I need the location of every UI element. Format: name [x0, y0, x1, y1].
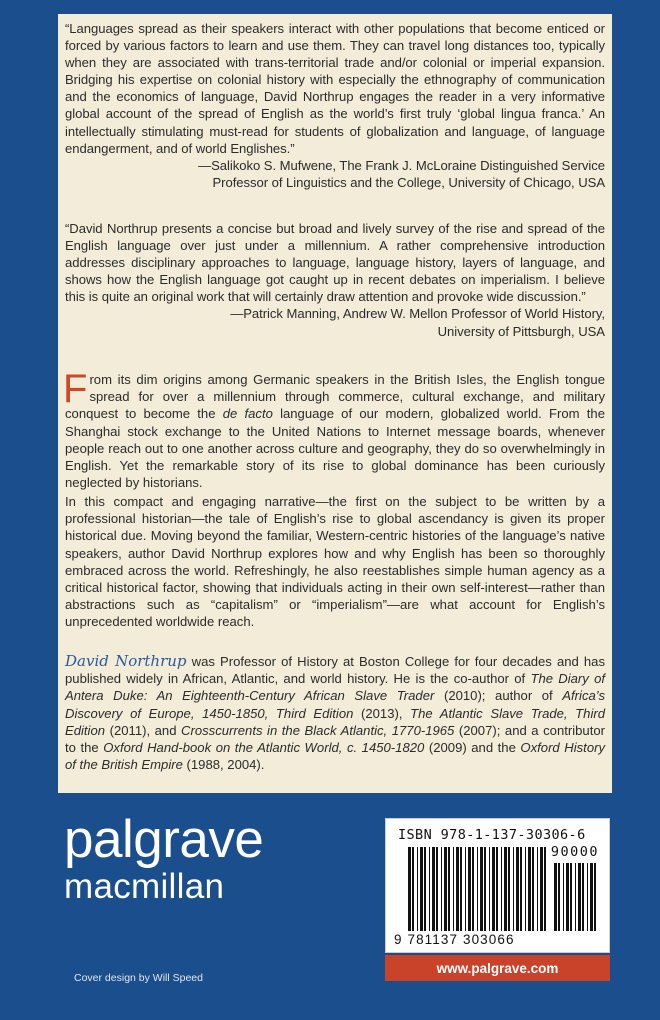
isbn-barcode — [385, 818, 610, 953]
review-quote-text: “Languages spread as their speakers interact with other populations that become enticed or forced by various factors to learn and use them. They can travel long distances too, typically when they are associated with trans-territorial trade and/or colonial or imperial expansion. Bridging his expertise on colonial history with especially the ethnography of communication and the economics of language, David Northrup engages the reader in a very informative global account of the spread of English as the world’s first truly ‘global lingua franca.’ An intellectually stimulating must-read for students of globalization and language, of language endangerment, and of world Englishes.” — [65, 21, 605, 156]
logo-macmillan: macmillan — [64, 867, 225, 906]
review-attribution: —Salikoko S. Mufwene, The Frank J. McLoraine Distinguished Service — [198, 157, 605, 173]
isbn-text: ISBN 978-1-137-30306-6 — [398, 827, 586, 843]
review-quote-text: “David Northrup presents a concise but broad and lively survey of the rise and spread of the English language over just under a millennium. A rather comprehensive introduction addresses disciplinary approaches to language, language history, layers of language, and shows how the English language got caught up in recent debates on imperialism. I believe this is quite an original work that will certainly draw attention and provoke wide discussion.” — [65, 221, 605, 305]
publisher-logo — [64, 812, 263, 907]
review-attribution: —Patrick Manning, Andrew W. Mellon Professor of World History, — [230, 306, 605, 322]
review-quote-1 — [65, 20, 605, 191]
review-quote-2 — [65, 220, 605, 340]
price-code: 90000 — [550, 844, 599, 860]
publisher-url: www.palgrave.com — [385, 955, 610, 981]
author-signature: David Northrup — [65, 652, 187, 670]
barcode-number: 9 781137 303066 — [394, 932, 515, 947]
book-description-1: From its dim origins among Germanic speakers in the British Isles, the English tongue spread for over a millennium through commerce, cultural exchange, and military conquest to become the de facto language of our modern, globalized world. From the Shanghai stock exchange to the United Nations to Internet message boards, whenever people reach out to one another across culture and geography, they do so overwhelmingly in English. Yet the remarkable story of its rise to global dominance has been curiously neglected by historians. — [63, 367, 605, 491]
review-attribution: University of Pittsburgh, USA — [437, 323, 605, 339]
cover-design-credit: Cover design by Will Speed — [74, 972, 203, 984]
back-cover-text-panel — [58, 14, 612, 793]
logo-palgrave: palgrave — [64, 810, 264, 869]
book-description-2: In this compact and engaging narrative—the first on the subject to be written by a professional historian—the tale of English’s rise to global ascendancy is given its proper historical due. Moving beyond the familiar, Western-centric histories of the language’s native speakers, author David Northrup explores how and why English has been so thoroughly embraced across the world. Refreshingly, he also reestablishes simple human agency as a critical historical factor, showing that individuals acting in their own self-interest—rather than abstractions such as “capitalism” or “imperialism”—are what account for English’s unprecedented worldwide reach. — [65, 494, 605, 630]
drop-cap: F — [63, 367, 88, 411]
author-bio: David Northrup was Professor of History at Boston College for four decades and has published widely in African, Atlantic, and world history. He is the co-author of The Diary of Antera Duke: An Eighteenth-Century African Slave Trader (2010); author of Africa’s Discovery of Europe, 1450-1850, Third Edition (2013), The Atlantic Slave Trade, Third Edition (2011), and Crosscurrents in the Black Atlantic, 1770-1965 (2007); and a contributor to the Oxford Hand-book on the Atlantic World, c. 1450-1820 (2009) and the Oxford History of the British Empire (1988, 2004). — [65, 652, 606, 773]
review-attribution: Professor of Linguistics and the College, University of Chicago, USA — [212, 174, 605, 190]
